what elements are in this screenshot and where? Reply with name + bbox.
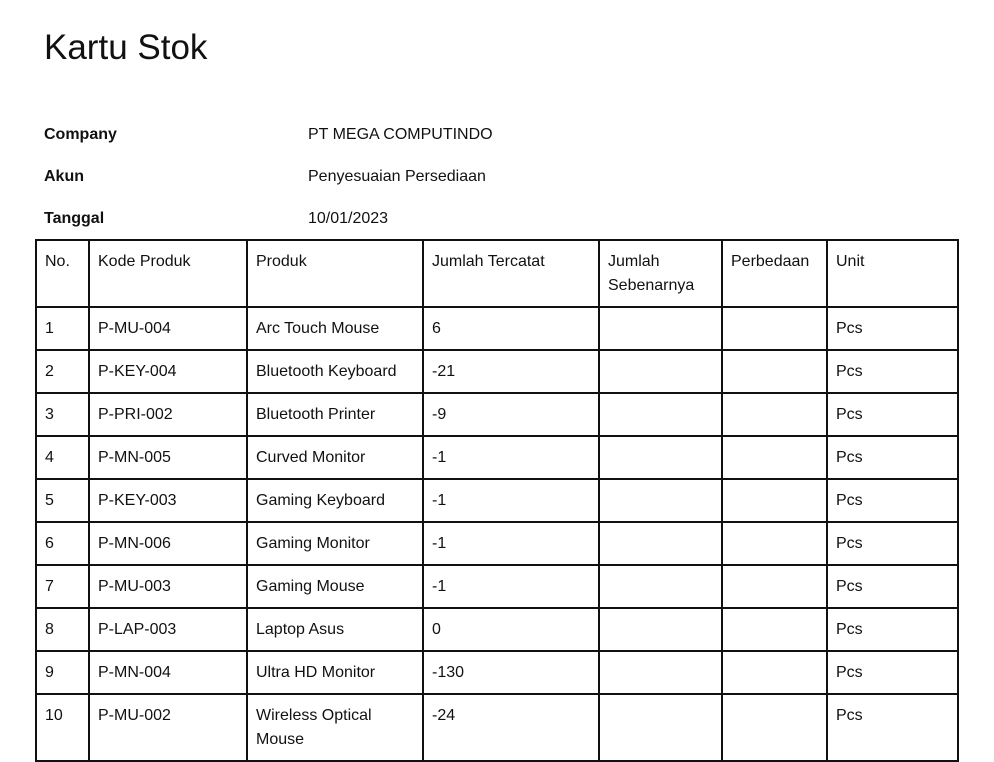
date-value: 10/01/2023 (308, 210, 389, 227)
cell-no: 10 (36, 694, 89, 761)
cell-product-code: P-KEY-004 (89, 350, 247, 393)
header-product: Produk (247, 240, 423, 307)
cell-unit: Pcs (827, 436, 958, 479)
cell-recorded-qty: -1 (423, 565, 599, 608)
header-product-code: Kode Produk (89, 240, 247, 307)
cell-product: Gaming Keyboard (247, 479, 423, 522)
table-row (36, 522, 958, 565)
cell-difference (722, 350, 827, 393)
table-header (36, 240, 958, 307)
cell-actual-qty (599, 350, 722, 393)
table-row (36, 651, 958, 694)
table-row (36, 393, 958, 436)
cell-recorded-qty: -1 (423, 522, 599, 565)
cell-product-code: P-MN-004 (89, 651, 247, 694)
cell-product-code: P-MN-006 (89, 522, 247, 565)
cell-no: 6 (36, 522, 89, 565)
cell-difference (722, 307, 827, 350)
cell-no: 2 (36, 350, 89, 393)
cell-product-code: P-MU-004 (89, 307, 247, 350)
cell-actual-qty (599, 694, 722, 761)
cell-product: Arc Touch Mouse (247, 307, 423, 350)
cell-unit: Pcs (827, 479, 958, 522)
cell-no: 3 (36, 393, 89, 436)
cell-unit: Pcs (827, 307, 958, 350)
cell-no: 4 (36, 436, 89, 479)
cell-product-code: P-MN-005 (89, 436, 247, 479)
cell-no: 9 (36, 651, 89, 694)
cell-product: Bluetooth Printer (247, 393, 423, 436)
cell-actual-qty (599, 307, 722, 350)
cell-unit: Pcs (827, 565, 958, 608)
cell-no: 7 (36, 565, 89, 608)
cell-actual-qty (599, 436, 722, 479)
table-row (36, 565, 958, 608)
cell-unit: Pcs (827, 651, 958, 694)
cell-product-code: P-MU-002 (89, 694, 247, 761)
stock-table (35, 239, 959, 762)
cell-difference (722, 651, 827, 694)
cell-recorded-qty: -1 (423, 479, 599, 522)
cell-difference (722, 479, 827, 522)
date-label: Tanggal (44, 210, 105, 227)
header-no: No. (36, 240, 89, 307)
cell-product: Curved Monitor (247, 436, 423, 479)
account-label: Akun (44, 168, 84, 185)
cell-actual-qty (599, 565, 722, 608)
header-unit: Unit (827, 240, 958, 307)
cell-recorded-qty: -21 (423, 350, 599, 393)
header-actual-qty: Jumlah Sebenarnya (599, 240, 722, 307)
cell-no: 1 (36, 307, 89, 350)
table-row (36, 608, 958, 651)
header-recorded-qty: Jumlah Tercatat (423, 240, 599, 307)
header-difference: Perbedaan (722, 240, 827, 307)
cell-difference (722, 436, 827, 479)
cell-difference (722, 608, 827, 651)
cell-no: 5 (36, 479, 89, 522)
cell-recorded-qty: -24 (423, 694, 599, 761)
cell-actual-qty (599, 608, 722, 651)
page-title: Kartu Stok (44, 28, 208, 67)
cell-unit: Pcs (827, 522, 958, 565)
cell-difference (722, 393, 827, 436)
company-label: Company (44, 126, 117, 143)
cell-product-code: P-LAP-003 (89, 608, 247, 651)
cell-unit: Pcs (827, 350, 958, 393)
cell-difference (722, 694, 827, 761)
cell-product: Bluetooth Keyboard (247, 350, 423, 393)
table-row (36, 350, 958, 393)
cell-actual-qty (599, 479, 722, 522)
cell-recorded-qty: -130 (423, 651, 599, 694)
table-row (36, 307, 958, 350)
cell-product: Gaming Mouse (247, 565, 423, 608)
cell-recorded-qty: 6 (423, 307, 599, 350)
cell-unit: Pcs (827, 608, 958, 651)
table-row (36, 436, 958, 479)
account-value: Penyesuaian Persediaan (308, 168, 486, 185)
cell-difference (722, 522, 827, 565)
cell-product-code: P-PRI-002 (89, 393, 247, 436)
header-row (36, 240, 958, 307)
cell-actual-qty (599, 522, 722, 565)
cell-product-code: P-KEY-003 (89, 479, 247, 522)
cell-no: 8 (36, 608, 89, 651)
cell-product: Laptop Asus (247, 608, 423, 651)
cell-unit: Pcs (827, 694, 958, 761)
company-value: PT MEGA COMPUTINDO (308, 126, 493, 143)
table-body (36, 307, 958, 761)
cell-unit: Pcs (827, 393, 958, 436)
cell-product-code: P-MU-003 (89, 565, 247, 608)
cell-actual-qty (599, 651, 722, 694)
cell-product: Ultra HD Monitor (247, 651, 423, 694)
cell-difference (722, 565, 827, 608)
cell-product: Gaming Monitor (247, 522, 423, 565)
table-row (36, 479, 958, 522)
cell-recorded-qty: -1 (423, 436, 599, 479)
cell-actual-qty (599, 393, 722, 436)
cell-recorded-qty: -9 (423, 393, 599, 436)
table-row (36, 694, 958, 761)
cell-product: Wireless Optical Mouse (247, 694, 423, 761)
cell-recorded-qty: 0 (423, 608, 599, 651)
